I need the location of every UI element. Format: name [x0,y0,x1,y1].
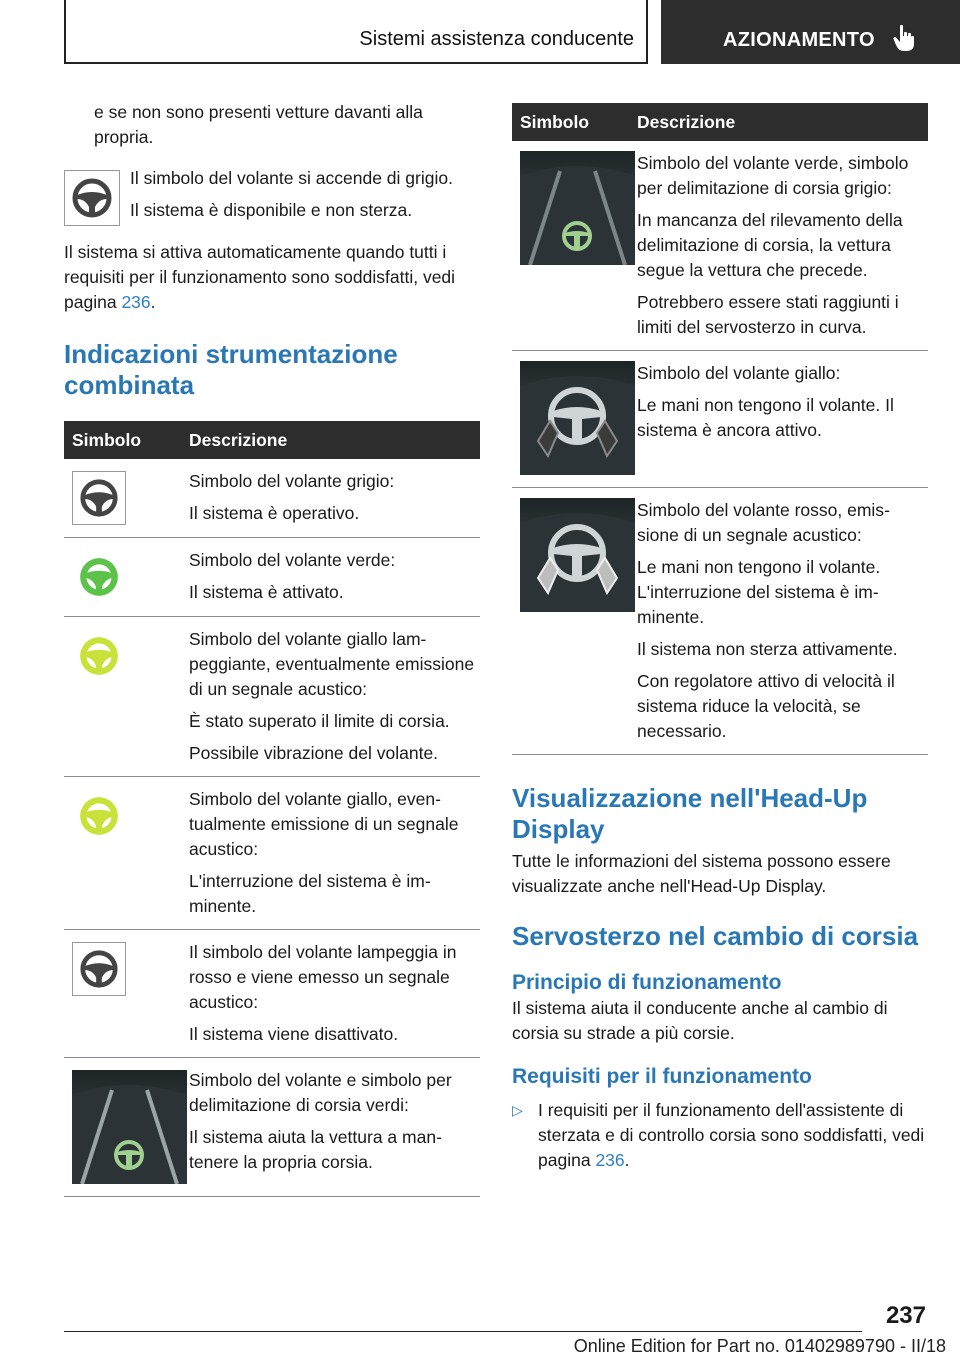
row-line: Il sistema non sterza attivamente. [637,639,898,659]
page-link[interactable]: 236 [121,292,151,312]
table-row [64,459,480,538]
row-line: Simbolo del volante e simbolo per delimitazione di corsia verdi: [189,1070,452,1115]
row-line: Il simbolo del volante lampeggia in rosso e viene emesso un segnale acustico: [189,942,457,1012]
table-row [512,351,928,488]
triangle-bullet-icon: ▷ [512,1102,523,1118]
row-line: Con regolatore attivo di velocità il sistema riduce la velocità, se necessario. [637,671,895,741]
hands-off-yellow-image [520,361,635,475]
row-line: È stato superato il limite di corsia. [189,711,450,731]
lane-display-image [72,1070,187,1184]
row-line: Il sistema è attivato. [189,582,344,602]
footer-edition: Online Edition for Part no. 01402989790 - II/18 [573,1336,946,1356]
list-item [512,1098,928,1173]
row-line: Simbolo del volante rosso, emissione di un segnale acustico: [637,500,890,545]
row-line: Le mani non tengono il volante. L'interruzione del sistema è imminente. [637,557,881,627]
column-header-description: Descrizione [189,429,288,450]
chapter-title: AZIONAMENTO [723,29,875,51]
row-line: L'interruzione del sistema è imminente. [189,871,431,916]
principle-heading: Principio di funzionamento [512,971,782,994]
table-row [512,488,928,755]
instrument-table [64,421,480,1197]
table-header [64,421,480,459]
table-row [64,777,480,930]
table-header [512,103,928,141]
row-line: Simbolo del volante verde, simbolo per delimitazione di corsia grigio: [637,153,909,198]
row-line: Il sistema viene disattivato. [189,1024,399,1044]
steering-wheel-grey-icon [72,942,126,996]
row-line: Simbolo del volante giallo, eventualmente emissione di un segnale acustico: [189,789,459,859]
chapter-header [661,0,960,64]
right-column [512,103,928,1173]
row-line: Simbolo del volante giallo lampeggiante, eventualmente emissione di un segnale acustico: [189,629,475,699]
grey-icon-text-1: Il simbolo del volante si accende di grigio. [130,168,453,188]
section-header [64,0,648,64]
steering-wheel-grey-icon [64,170,120,226]
grey-icon-text-2: Il sistema è disponibile e non sterza. [130,200,413,220]
hud-text: Tutte le informazioni del sistema possono essere visualizzate anche nell'Head-Up Display. [512,851,891,896]
section-title: Sistemi assistenza conducente [359,28,634,50]
row-line: Il sistema aiuta la vettura a mantenere la propria corsia. [189,1127,442,1172]
intro-continuation: e se non sono presenti vetture davanti alla propria. [94,102,423,147]
requirements-heading: Requisiti per il funzionamento [512,1065,812,1088]
table-row [64,930,480,1058]
page-number: 237 [885,1302,926,1329]
row-line: Potrebbero essere stati raggiunti i limiti del servosterzo in curva. [637,292,899,337]
hand-pointer-icon [893,24,915,52]
row-line: Simbolo del volante verde: [189,550,396,570]
lane-grey-display-image [520,151,635,265]
table-row [64,1058,480,1197]
table-row [64,617,480,777]
steering-wheel-grey-icon [72,471,126,525]
section-heading: Indicazioni strumentazione combinata [64,339,398,400]
hud-heading: Visualizzazione nell'Head-Up Display [512,783,868,844]
page-link[interactable]: 236 [595,1150,625,1170]
bullet-text: I requisiti per il funzionamento dell'assistente di sterzata e di controllo corsia sono soddisfatti, vedi pagina 236. [538,1100,925,1170]
grey-icon-note [64,166,480,226]
row-line: Simbolo del volante giallo: [637,363,841,383]
steering-wheel-yellow-icon [72,629,126,683]
table-row [64,538,480,617]
column-header-symbol: Simbolo [520,111,590,132]
column-header-symbol: Simbolo [72,429,142,450]
auto-activation-text: Il sistema si attiva automaticamente quando tutti i requisiti per il funzionamento sono soddisfatti, vedi pagina 236. [64,242,456,312]
hands-off-red-image [520,498,635,612]
steering-wheel-yellow-icon [72,789,126,843]
row-line: Possibile vibrazione del volante. [189,743,439,763]
steering-wheel-green-icon [72,550,126,604]
left-column [64,100,480,1197]
footer-divider [64,1331,862,1332]
row-line: In mancanza del rilevamento della delimitazione di corsia, la vettura segue la vettura che precede. [637,210,903,280]
row-line: Il sistema è operativo. [189,503,360,523]
lane-change-heading: Servosterzo nel cambio di corsia [512,921,919,951]
principle-text: Il sistema aiuta il conducente anche al cambio di corsia su strade a più corsie. [512,998,888,1043]
row-line: Le mani non tengono il volante. Il sistema è ancora attivo. [637,395,894,440]
table-row [512,141,928,351]
column-header-description: Descrizione [637,111,736,132]
row-line: Simbolo del volante grigio: [189,471,395,491]
